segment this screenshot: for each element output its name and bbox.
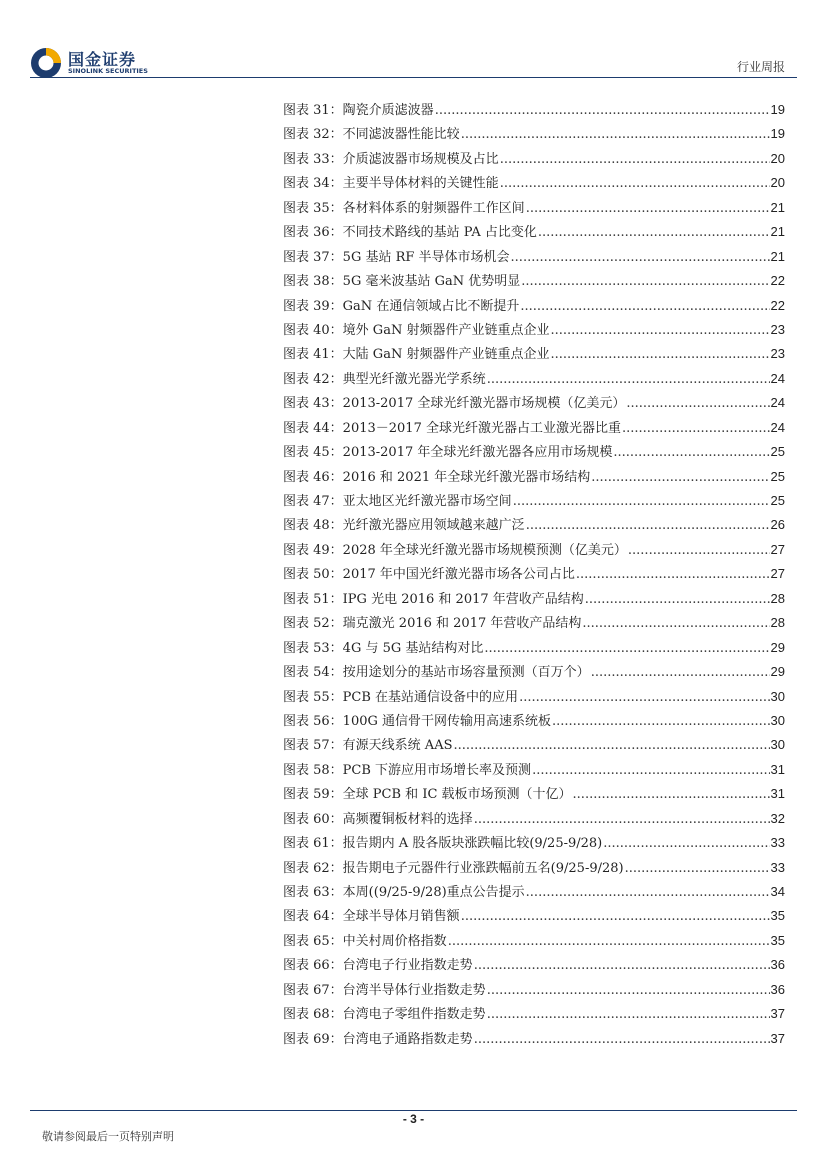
- toc-entry[interactable]: [283, 465, 785, 489]
- toc-entry-title: 图表 39：GaN 在通信领域占比不断提升: [283, 298, 520, 314]
- toc-entry-page: 20: [770, 150, 785, 166]
- header-divider: [30, 77, 797, 78]
- toc-entry[interactable]: [283, 904, 785, 928]
- company-logo: [30, 45, 160, 79]
- toc-entry-page: 22: [770, 297, 785, 313]
- toc-dot-leader: [487, 368, 770, 392]
- toc-entry-title: 图表 62：报告期电子元器件行业涨跌幅前五名(9/25-9/28): [283, 860, 624, 876]
- toc-dot-leader: [622, 417, 770, 441]
- toc-entry-title: 图表 58：PCB 下游应用市场增长率及预测: [283, 762, 532, 778]
- toc-dot-leader: [603, 832, 769, 856]
- toc-dot-leader: [500, 172, 770, 196]
- toc-dot-leader: [585, 588, 770, 612]
- toc-entry-title: 图表 68：台湾电子零组件指数走势: [283, 1007, 486, 1023]
- toc-dot-leader: [538, 221, 770, 245]
- toc-dot-leader: [513, 490, 770, 514]
- toc-entry-title: 图表 33：介质滤波器市场规模及占比: [283, 151, 499, 167]
- toc-entry[interactable]: [283, 294, 785, 318]
- toc-entry-title: 图表 66：台湾电子行业指数走势: [283, 958, 473, 974]
- toc-entry-page: 23: [770, 321, 785, 337]
- toc-entry-page: 24: [770, 370, 785, 386]
- toc-entry[interactable]: [283, 196, 785, 220]
- toc-entry[interactable]: [283, 978, 785, 1002]
- toc-entry-page: 35: [770, 932, 785, 948]
- toc-dot-leader: [511, 246, 770, 270]
- sinolink-logo-icon: [30, 47, 62, 79]
- toc-entry-page: 30: [770, 712, 785, 728]
- toc-entry-page: 23: [770, 346, 785, 362]
- toc-entry[interactable]: [283, 367, 785, 391]
- toc-entry-page: 32: [770, 810, 785, 826]
- toc-entry-title: 图表 55：PCB 在基站通信设备中的应用: [283, 689, 519, 705]
- toc-entry-title: 图表 53：4G 与 5G 基站结构对比: [283, 640, 484, 656]
- toc-dot-leader: [500, 148, 770, 172]
- toc-dot-leader: [625, 857, 770, 881]
- toc-entry-page: 25: [770, 444, 785, 460]
- toc-entry[interactable]: [283, 782, 785, 806]
- toc-dot-leader: [474, 954, 770, 978]
- toc-entry[interactable]: [283, 220, 785, 244]
- figure-index-list: [283, 98, 785, 1051]
- toc-entry-title: 图表 41：大陆 GaN 射频器件产业链重点企业: [283, 347, 550, 363]
- toc-entry-page: 21: [770, 199, 785, 215]
- toc-dot-leader: [591, 466, 769, 490]
- toc-entry[interactable]: [283, 758, 785, 782]
- toc-entry-page: 27: [770, 566, 785, 582]
- toc-entry-title: 图表 46：2016 和 2021 年全球光纤激光器市场结构: [283, 469, 591, 485]
- toc-entry[interactable]: [283, 147, 785, 171]
- toc-dot-leader: [550, 343, 769, 367]
- toc-entry[interactable]: [283, 709, 785, 733]
- toc-dot-leader: [591, 661, 770, 685]
- toc-entry-title: 图表 67：台湾半导体行业指数走势: [283, 982, 486, 998]
- logo-english-name: SINOLINK SECURITIES: [68, 67, 148, 75]
- toc-entry-page: 22: [770, 273, 785, 289]
- toc-dot-leader: [474, 1028, 770, 1052]
- toc-dot-leader: [526, 514, 770, 538]
- toc-dot-leader: [461, 905, 770, 929]
- toc-entry[interactable]: [283, 513, 785, 537]
- toc-entry-title: 图表 32：不同滤波器性能比较: [283, 127, 460, 143]
- toc-entry-title: 图表 54：按用途划分的基站市场容量预测（百万个）: [283, 665, 590, 681]
- toc-dot-leader: [532, 759, 769, 783]
- page-number: - 3 -: [402, 1112, 425, 1126]
- toc-entry-title: 图表 56：100G 通信骨干网传输用高速系统板: [283, 713, 552, 729]
- logo-chinese-name: 国金证券: [68, 50, 137, 69]
- toc-entry-title: 图表 38：5G 毫米波基站 GaN 优势明显: [283, 274, 521, 290]
- toc-entry[interactable]: [283, 98, 785, 122]
- toc-entry-title: 图表 57：有源天线系统 AAS: [283, 738, 453, 754]
- toc-entry-page: 33: [770, 835, 785, 851]
- toc-entry[interactable]: [283, 831, 785, 855]
- toc-entry-page: 25: [770, 468, 785, 484]
- toc-entry[interactable]: [283, 440, 785, 464]
- toc-entry-page: 30: [770, 688, 785, 704]
- toc-entry-page: 35: [770, 908, 785, 924]
- toc-entry-title: 图表 34：主要半导体材料的关键性能: [283, 176, 499, 192]
- toc-entry-title: 图表 63：本周((9/25-9/28)重点公告提示: [283, 885, 525, 900]
- toc-entry-page: 25: [770, 493, 785, 508]
- toc-entry-page: 33: [770, 859, 785, 875]
- toc-entry[interactable]: [283, 245, 785, 269]
- toc-entry-title: 图表 51：IPG 光电 2016 和 2017 年营收产品结构: [283, 591, 584, 607]
- toc-dot-leader: [487, 1003, 770, 1027]
- toc-entry[interactable]: [283, 538, 785, 562]
- toc-dot-leader: [628, 539, 770, 563]
- toc-entry-title: 图表 47：亚太地区光纤激光器市场空间: [283, 494, 512, 509]
- toc-entry[interactable]: [283, 342, 785, 366]
- toc-entry-title: 图表 50：2017 年中国光纤激光器市场各公司占比: [283, 567, 575, 583]
- toc-dot-leader: [526, 881, 770, 905]
- toc-entry[interactable]: [283, 269, 785, 293]
- toc-entry[interactable]: [283, 880, 785, 904]
- toc-entry-title: 图表 59：全球 PCB 和 IC 载板市场预测（十亿）: [283, 787, 572, 803]
- toc-entry-page: 29: [770, 639, 785, 655]
- toc-dot-leader: [519, 686, 769, 710]
- toc-dot-leader: [448, 930, 770, 954]
- disclaimer-note: 敬请参阅最后一页特别声明: [42, 1130, 174, 1143]
- toc-entry-title: 图表 48：光纤激光器应用领域越来越广泛: [283, 518, 525, 534]
- toc-entry-title: 图表 65：中关村周价格指数: [283, 933, 447, 949]
- toc-entry-title: 图表 45：2013-2017 年全球光纤激光器各应用市场规模: [283, 445, 613, 461]
- toc-entry-page: 24: [770, 419, 785, 435]
- toc-dot-leader: [613, 441, 769, 465]
- toc-dot-leader: [626, 392, 769, 416]
- toc-entry-page: 31: [770, 786, 785, 802]
- toc-entry[interactable]: [283, 660, 785, 684]
- toc-entry[interactable]: [283, 318, 785, 342]
- toc-entry[interactable]: [283, 636, 785, 660]
- toc-entry-title: 图表 60：高频覆铜板材料的选择: [283, 811, 473, 827]
- toc-entry-page: 34: [770, 884, 785, 899]
- toc-entry-page: 24: [770, 395, 785, 411]
- toc-entry[interactable]: [283, 611, 785, 635]
- toc-dot-leader: [435, 99, 770, 123]
- toc-entry-page: 37: [770, 1030, 785, 1046]
- toc-entry-page: 19: [770, 102, 785, 117]
- toc-dot-leader: [520, 295, 769, 319]
- toc-entry-page: 29: [770, 664, 785, 680]
- toc-entry-title: 图表 35：各材料体系的射频器件工作区间: [283, 200, 525, 216]
- toc-entry[interactable]: [283, 416, 785, 440]
- toc-dot-leader: [484, 637, 769, 661]
- toc-dot-leader: [550, 319, 769, 343]
- footer-divider: [30, 1110, 797, 1111]
- toc-dot-leader: [582, 612, 769, 636]
- toc-dot-leader: [474, 808, 770, 832]
- toc-entry-page: 28: [770, 615, 785, 631]
- toc-entry[interactable]: [283, 391, 785, 415]
- toc-entry-page: 36: [770, 957, 785, 973]
- toc-entry[interactable]: [283, 953, 785, 977]
- toc-dot-leader: [573, 783, 770, 807]
- toc-entry-title: 图表 44：2013－2017 全球光纤激光器占工业激光器比重: [283, 420, 621, 436]
- toc-entry-page: 30: [770, 737, 785, 753]
- toc-dot-leader: [521, 270, 769, 294]
- toc-dot-leader: [552, 710, 770, 734]
- toc-entry-page: 28: [770, 590, 785, 606]
- toc-entry-title: 图表 31：陶瓷介质滤波器: [283, 103, 434, 118]
- toc-entry[interactable]: [283, 685, 785, 709]
- toc-entry[interactable]: [283, 1027, 785, 1051]
- toc-dot-leader: [454, 734, 770, 758]
- toc-entry-title: 图表 49：2028 年全球光纤激光器市场规模预测（亿美元）: [283, 542, 627, 558]
- toc-entry-title: 图表 42：典型光纤激光器光学系统: [283, 371, 486, 387]
- toc-entry-title: 图表 40：境外 GaN 射频器件产业链重点企业: [283, 322, 550, 338]
- toc-entry-page: 26: [770, 517, 785, 533]
- toc-entry[interactable]: [283, 856, 785, 880]
- toc-entry[interactable]: [283, 929, 785, 953]
- toc-entry-title: 图表 69：台湾电子通路指数走势: [283, 1031, 473, 1047]
- toc-entry-page: 20: [770, 175, 785, 191]
- toc-entry[interactable]: [283, 171, 785, 195]
- toc-dot-leader: [487, 979, 770, 1003]
- toc-entry-title: 图表 52：瑞克激光 2016 和 2017 年营收产品结构: [283, 616, 582, 632]
- toc-entry-page: 21: [770, 224, 785, 240]
- toc-entry[interactable]: [283, 562, 785, 586]
- toc-entry[interactable]: [283, 122, 785, 146]
- toc-entry-title: 图表 64：全球半导体月销售额: [283, 909, 460, 925]
- toc-entry-page: 27: [770, 541, 785, 557]
- toc-entry-page: 36: [770, 981, 785, 997]
- report-type-label: 行业周报: [736, 60, 785, 74]
- toc-entry-title: 图表 43：2013-2017 全球光纤激光器市场规模（亿美元）: [283, 396, 626, 412]
- toc-entry-title: 图表 61：报告期内 A 股各版块涨跌幅比较(9/25-9/28): [283, 836, 603, 852]
- toc-entry-title: 图表 36：不同技术路线的基站 PA 占比变化: [283, 225, 537, 241]
- toc-entry[interactable]: [283, 489, 785, 513]
- toc-dot-leader: [461, 123, 770, 147]
- toc-entry[interactable]: [283, 587, 785, 611]
- toc-entry-page: 31: [770, 761, 785, 777]
- toc-entry[interactable]: [283, 733, 785, 757]
- toc-entry-page: 19: [770, 126, 785, 142]
- toc-entry[interactable]: [283, 807, 785, 831]
- toc-dot-leader: [526, 197, 770, 221]
- toc-entry-title: 图表 37：5G 基站 RF 半导体市场机会: [283, 249, 510, 265]
- toc-entry-page: 37: [770, 1006, 785, 1022]
- toc-entry-page: 21: [770, 248, 785, 264]
- toc-dot-leader: [576, 563, 770, 587]
- toc-entry[interactable]: [283, 1002, 785, 1026]
